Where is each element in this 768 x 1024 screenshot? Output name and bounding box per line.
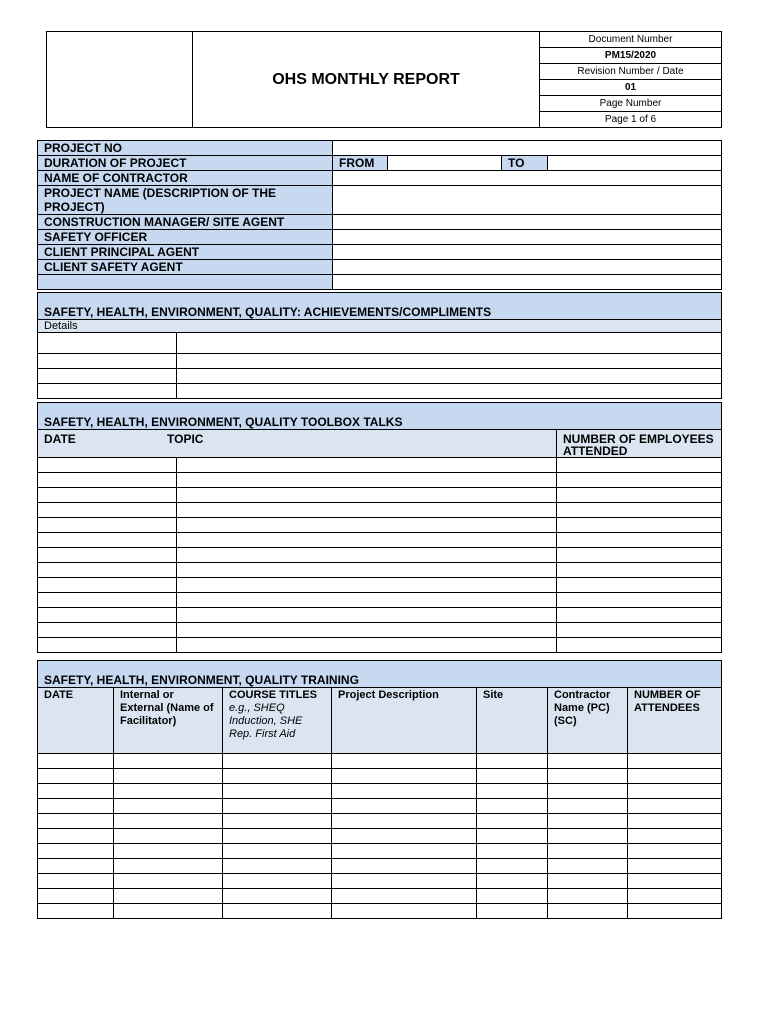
training-row-cell[interactable]: [548, 844, 628, 859]
training-col-date: DATE: [38, 688, 114, 754]
training-row-cell[interactable]: [628, 889, 722, 904]
achievement-cell[interactable]: [38, 384, 177, 399]
training-row-cell[interactable]: [548, 784, 628, 799]
toolbox-row-cell[interactable]: [177, 623, 557, 638]
training-row-cell[interactable]: [223, 754, 332, 769]
project-name-field[interactable]: [333, 186, 722, 215]
toolbox-row-cell[interactable]: [177, 473, 557, 488]
training-row-cell[interactable]: [477, 904, 548, 919]
achievement-cell[interactable]: [38, 333, 177, 354]
training-row-cell[interactable]: [628, 829, 722, 844]
training-row-cell[interactable]: [114, 859, 223, 874]
training-row-cell[interactable]: [38, 754, 114, 769]
training-col-internal-external: Internal or External (Name of Facilitator): [114, 688, 223, 754]
training-row-cell[interactable]: [223, 784, 332, 799]
toolbox-row-cell[interactable]: [38, 533, 177, 548]
training-row-cell[interactable]: [477, 799, 548, 814]
toolbox-row-cell[interactable]: [557, 548, 722, 563]
training-row-cell[interactable]: [477, 769, 548, 784]
toolbox-title: SAFETY, HEALTH, ENVIRONMENT, QUALITY TOOLBOX TALKS: [38, 403, 722, 430]
toolbox-row: [38, 608, 722, 623]
blank-field[interactable]: [333, 275, 722, 290]
blank-label: [38, 275, 333, 290]
toolbox-row-cell[interactable]: [557, 638, 722, 653]
toolbox-row-cell[interactable]: [38, 548, 177, 563]
training-row-cell[interactable]: [548, 874, 628, 889]
doc-number-label: Document Number: [540, 32, 722, 48]
toolbox-row-cell[interactable]: [177, 608, 557, 623]
toolbox-talks-table: [37, 402, 722, 653]
training-col-site: Site: [477, 688, 548, 754]
training-row-cell[interactable]: [477, 859, 548, 874]
training-row-cell[interactable]: [477, 784, 548, 799]
training-row-cell[interactable]: [223, 874, 332, 889]
training-row: [38, 784, 722, 799]
toolbox-row-cell[interactable]: [557, 563, 722, 578]
training-row-cell[interactable]: [38, 859, 114, 874]
achievements-table: [37, 292, 722, 399]
toolbox-row-cell[interactable]: [557, 608, 722, 623]
training-row: [38, 799, 722, 814]
training-row-cell[interactable]: [548, 889, 628, 904]
toolbox-row-cell[interactable]: [557, 503, 722, 518]
training-row-cell[interactable]: [628, 769, 722, 784]
training-col-course-examples: e.g., SHEQ Induction, SHE Rep. First Aid: [229, 702, 303, 740]
toolbox-row-cell[interactable]: [177, 488, 557, 503]
training-row-cell[interactable]: [628, 784, 722, 799]
toolbox-row: [38, 578, 722, 593]
toolbox-row-cell[interactable]: [38, 623, 177, 638]
training-row-cell[interactable]: [628, 904, 722, 919]
training-row: [38, 769, 722, 784]
training-row-cell[interactable]: [223, 904, 332, 919]
client-principal-agent-label: CLIENT PRINCIPAL AGENT: [38, 245, 333, 260]
training-row-cell[interactable]: [114, 904, 223, 919]
training-row-cell[interactable]: [548, 754, 628, 769]
toolbox-row-cell[interactable]: [38, 578, 177, 593]
achievement-cell[interactable]: [38, 354, 177, 369]
training-row-cell[interactable]: [223, 769, 332, 784]
training-row-cell[interactable]: [332, 859, 477, 874]
toolbox-row-cell[interactable]: [177, 578, 557, 593]
training-col-course-titles: COURSE TITLES: [229, 689, 318, 701]
training-row-cell[interactable]: [223, 844, 332, 859]
achievement-cell[interactable]: [38, 369, 177, 384]
contractor-label: NAME OF CONTRACTOR: [38, 171, 333, 186]
project-name-label: PROJECT NAME (DESCRIPTION OF THE PROJECT): [38, 186, 333, 215]
safety-officer-label: SAFETY OFFICER: [38, 230, 333, 245]
training-row-cell[interactable]: [628, 859, 722, 874]
toolbox-row-cell[interactable]: [38, 638, 177, 653]
training-row: [38, 844, 722, 859]
toolbox-row-cell[interactable]: [177, 518, 557, 533]
revision-value: 01: [540, 80, 722, 96]
training-row: [38, 874, 722, 889]
training-row-cell[interactable]: [332, 799, 477, 814]
toolbox-col-date: DATE: [44, 432, 76, 446]
toolbox-row-cell[interactable]: [38, 593, 177, 608]
safety-officer-field[interactable]: [333, 230, 722, 245]
toolbox-row: [38, 533, 722, 548]
doc-number-value: PM15/2020: [540, 48, 722, 64]
training-row-cell[interactable]: [332, 874, 477, 889]
duration-label: DURATION OF PROJECT: [38, 156, 333, 171]
training-row: [38, 859, 722, 874]
client-safety-agent-field[interactable]: [333, 260, 722, 275]
toolbox-row-cell[interactable]: [557, 518, 722, 533]
toolbox-row: [38, 593, 722, 608]
training-row-cell[interactable]: [548, 814, 628, 829]
client-safety-agent-label: CLIENT SAFETY AGENT: [38, 260, 333, 275]
toolbox-row-cell[interactable]: [177, 533, 557, 548]
toolbox-row: [38, 488, 722, 503]
toolbox-row: [38, 563, 722, 578]
training-row-cell[interactable]: [38, 844, 114, 859]
toolbox-row-cell[interactable]: [38, 518, 177, 533]
to-field[interactable]: [548, 156, 722, 171]
achievement-cell[interactable]: [177, 354, 722, 369]
training-row-cell[interactable]: [114, 874, 223, 889]
training-row-cell[interactable]: [628, 844, 722, 859]
toolbox-row-cell[interactable]: [557, 623, 722, 638]
toolbox-row: [38, 503, 722, 518]
training-row-cell[interactable]: [223, 889, 332, 904]
training-row-cell[interactable]: [477, 889, 548, 904]
toolbox-row-cell[interactable]: [38, 458, 177, 473]
training-row-cell[interactable]: [114, 784, 223, 799]
toolbox-row-cell[interactable]: [177, 593, 557, 608]
training-row-cell[interactable]: [548, 859, 628, 874]
details-label: Details: [38, 320, 722, 333]
training-row-cell[interactable]: [38, 799, 114, 814]
training-row-cell[interactable]: [114, 889, 223, 904]
toolbox-row-cell[interactable]: [177, 548, 557, 563]
training-row-cell[interactable]: [477, 814, 548, 829]
toolbox-row-cell[interactable]: [38, 608, 177, 623]
toolbox-row: [38, 623, 722, 638]
document-title: OHS MONTHLY REPORT: [193, 32, 540, 128]
toolbox-row-cell[interactable]: [177, 458, 557, 473]
training-row-cell[interactable]: [548, 829, 628, 844]
training-row-cell[interactable]: [628, 814, 722, 829]
training-row: [38, 829, 722, 844]
training-row-cell[interactable]: [223, 829, 332, 844]
toolbox-row-cell[interactable]: [38, 488, 177, 503]
toolbox-row-cell[interactable]: [557, 473, 722, 488]
toolbox-row: [38, 518, 722, 533]
revision-label: Revision Number / Date: [540, 64, 722, 80]
training-row-cell[interactable]: [114, 754, 223, 769]
training-row-cell[interactable]: [223, 799, 332, 814]
training-row-cell[interactable]: [477, 844, 548, 859]
toolbox-row-cell[interactable]: [177, 563, 557, 578]
training-row-cell[interactable]: [477, 874, 548, 889]
training-row-cell[interactable]: [332, 784, 477, 799]
toolbox-col-topic: TOPIC: [167, 432, 204, 446]
toolbox-row-cell[interactable]: [557, 578, 722, 593]
training-row-cell[interactable]: [38, 874, 114, 889]
training-row-cell[interactable]: [332, 889, 477, 904]
toolbox-row-cell[interactable]: [177, 503, 557, 518]
logo-area: [47, 32, 193, 128]
toolbox-date-topic-header: [38, 430, 557, 458]
training-row-cell[interactable]: [38, 889, 114, 904]
training-row: [38, 814, 722, 829]
training-row-cell[interactable]: [38, 769, 114, 784]
achievement-cell[interactable]: [177, 384, 722, 399]
project-no-field[interactable]: [333, 141, 722, 156]
toolbox-row-cell[interactable]: [557, 488, 722, 503]
training-row-cell[interactable]: [114, 814, 223, 829]
training-row-cell[interactable]: [332, 769, 477, 784]
construction-manager-label: CONSTRUCTION MANAGER/ SITE AGENT: [38, 215, 333, 230]
training-row-cell[interactable]: [477, 754, 548, 769]
training-row-cell[interactable]: [114, 829, 223, 844]
training-row-cell[interactable]: [548, 769, 628, 784]
training-row: [38, 889, 722, 904]
toolbox-row-cell[interactable]: [177, 638, 557, 653]
training-row: [38, 754, 722, 769]
page-number-label: Page Number: [540, 96, 722, 112]
contractor-field[interactable]: [333, 171, 722, 186]
toolbox-col-employees: NUMBER OF EMPLOYEES ATTENDED: [557, 430, 722, 458]
training-row-cell[interactable]: [38, 829, 114, 844]
training-row-cell[interactable]: [332, 814, 477, 829]
training-col-course: [223, 688, 332, 754]
achievements-title: SAFETY, HEALTH, ENVIRONMENT, QUALITY: ACHIEVEMENTS/COMPLIMENTS: [38, 293, 722, 320]
construction-manager-field[interactable]: [333, 215, 722, 230]
training-row-cell[interactable]: [38, 814, 114, 829]
toolbox-row: [38, 473, 722, 488]
achievement-cell[interactable]: [177, 333, 722, 354]
toolbox-row: [38, 458, 722, 473]
training-title: SAFETY, HEALTH, ENVIRONMENT, QUALITY TRAINING: [38, 661, 722, 688]
training-row-cell[interactable]: [477, 829, 548, 844]
training-col-project-description: Project Description: [332, 688, 477, 754]
toolbox-row: [38, 638, 722, 653]
from-field[interactable]: [388, 156, 502, 171]
training-row-cell[interactable]: [628, 754, 722, 769]
toolbox-row-cell[interactable]: [38, 503, 177, 518]
toolbox-row-cell[interactable]: [557, 533, 722, 548]
training-row-cell[interactable]: [114, 844, 223, 859]
project-no-label: PROJECT NO: [38, 141, 333, 156]
to-label: TO: [502, 156, 548, 171]
page-number-value: Page 1 of 6: [540, 112, 722, 128]
training-table: [37, 660, 722, 919]
toolbox-row: [38, 548, 722, 563]
training-row-cell[interactable]: [223, 814, 332, 829]
training-row-cell[interactable]: [332, 829, 477, 844]
project-info-table: [37, 140, 722, 290]
training-row-cell[interactable]: [223, 859, 332, 874]
training-row-cell[interactable]: [38, 904, 114, 919]
training-row-cell[interactable]: [332, 904, 477, 919]
training-col-contractor: Contractor Name (PC) (SC): [548, 688, 628, 754]
from-label: FROM: [333, 156, 388, 171]
toolbox-row-cell[interactable]: [38, 563, 177, 578]
training-row: [38, 904, 722, 919]
training-row-cell[interactable]: [38, 784, 114, 799]
document-header: [46, 31, 722, 128]
achievement-cell[interactable]: [177, 369, 722, 384]
toolbox-row-cell[interactable]: [557, 458, 722, 473]
training-row-cell[interactable]: [332, 754, 477, 769]
training-row-cell[interactable]: [114, 799, 223, 814]
client-principal-agent-field[interactable]: [333, 245, 722, 260]
training-row-cell[interactable]: [628, 874, 722, 889]
training-row-cell[interactable]: [332, 844, 477, 859]
training-col-attendees: NUMBER OF ATTENDEES: [628, 688, 722, 754]
training-row-cell[interactable]: [628, 799, 722, 814]
training-row-cell[interactable]: [548, 904, 628, 919]
toolbox-row-cell[interactable]: [38, 473, 177, 488]
toolbox-row-cell[interactable]: [557, 593, 722, 608]
training-row-cell[interactable]: [548, 799, 628, 814]
training-row-cell[interactable]: [114, 769, 223, 784]
